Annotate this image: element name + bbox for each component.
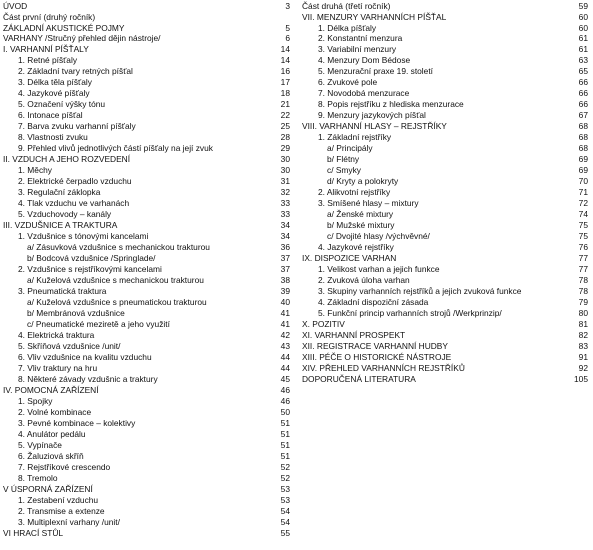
toc-entry-title: 2. Zvuková úloha varhan xyxy=(318,275,410,285)
toc-entry xyxy=(300,67,593,77)
toc-entry-title: VARHANY /Stručný přehled dějin nástroje/ xyxy=(3,33,161,44)
toc-entry-page: 55 xyxy=(280,527,290,538)
toc-entry xyxy=(0,375,295,385)
toc-entry xyxy=(0,78,295,88)
toc-entry-title: a/ Ženské mixtury xyxy=(327,209,394,220)
toc-entry-title: IX. DISPOZICE VARHAN xyxy=(302,253,397,263)
toc-entry-title: 3. Pevné kombinace – kolektivy xyxy=(18,417,136,428)
toc-entry xyxy=(300,232,593,242)
toc-entry-page: 68 xyxy=(578,121,588,132)
toc-entry-title: XI. VARHANNÍ PROSPEKT xyxy=(302,329,406,340)
toc-entry-title: 2. Elektrické čerpadlo vzduchu xyxy=(18,176,132,187)
toc-entry-title: VI HRACÍ STŮL xyxy=(3,527,64,538)
toc-entry xyxy=(0,24,295,34)
toc-entry xyxy=(0,210,295,220)
toc-entry-title: VIII. VARHANNÍ HLASY – REJSTŘÍKY xyxy=(302,121,447,132)
toc-entry-title: Část první (druhý ročník) xyxy=(3,11,96,22)
toc-entry xyxy=(0,452,295,462)
toc-entry-page: 25 xyxy=(280,121,290,132)
toc-entry-title: 6. Zvukové pole xyxy=(318,77,378,88)
toc-entry-page: 52 xyxy=(280,472,290,483)
toc-entry-title: III. VZDUŠNICE A TRAKTURA xyxy=(3,220,118,231)
toc-entry-page: 30 xyxy=(280,154,290,165)
toc-entry-title: XIII. PÉČE O HISTORICKÉ NÁSTROJE xyxy=(302,351,452,362)
toc-entry-page: 71 xyxy=(578,187,588,198)
toc-entry xyxy=(0,2,295,12)
toc-entry-title: II. VZDUCH A JEHO ROZVEDENÍ xyxy=(3,154,131,165)
toc-entry-title: 4. Jazykové rejstříky xyxy=(318,242,394,253)
toc-entry xyxy=(0,155,295,165)
toc-entry xyxy=(300,111,593,121)
toc-entry xyxy=(300,287,593,297)
toc-entry-title: 8. Popis rejstříku z hlediska menzurace xyxy=(318,99,464,110)
toc-entry-page: 52 xyxy=(280,461,290,472)
toc-entry-page: 42 xyxy=(280,329,290,340)
toc-entry-page: 70 xyxy=(578,176,588,187)
toc-entry-title: ÚVOD xyxy=(3,0,28,11)
toc-entry-title: a/ Kuželová vzdušnice s mechanickou trakturou xyxy=(27,275,204,285)
toc-entry-page: 5 xyxy=(285,22,290,33)
toc-entry-page: 82 xyxy=(578,329,588,340)
toc-entry-page: 32 xyxy=(280,187,290,198)
toc-entry-page: 91 xyxy=(578,351,588,362)
toc-entry-page: 51 xyxy=(280,439,290,450)
toc-entry-page: 67 xyxy=(578,110,588,121)
toc-entry-page: 76 xyxy=(578,242,588,253)
toc-entry-page: 53 xyxy=(280,494,290,505)
toc-entry-page: 105 xyxy=(574,373,588,384)
toc-entry-title: 4. Menzury Dom Bédose xyxy=(318,55,411,66)
toc-entry-page: 46 xyxy=(280,395,290,406)
toc-entry-page: 29 xyxy=(280,143,290,154)
toc-entry xyxy=(0,331,295,341)
toc-entry-title: 5. Vypínače xyxy=(18,439,62,450)
toc-entry-title: 1. Měchy xyxy=(18,165,52,176)
toc-entry xyxy=(0,265,295,275)
toc-entry xyxy=(0,408,295,418)
toc-entry-title: 8. Vlastnosti zvuku xyxy=(18,132,88,143)
toc-entry-title: IV. POMOCNÁ ZAŘÍZENÍ xyxy=(3,384,99,395)
toc-entry xyxy=(0,166,295,176)
toc-entry-page: 41 xyxy=(280,307,290,318)
toc-entry-page: 18 xyxy=(280,88,290,99)
toc-entry xyxy=(0,386,295,396)
toc-entry-page: 17 xyxy=(280,77,290,88)
toc-entry-title: VII. MENZURY VARHANNÍCH PÍŠŤAL xyxy=(302,11,447,22)
toc-entry-title: 3. Smíšené hlasy – mixtury xyxy=(318,198,419,209)
toc-entry-title: 2. Základní tvary retných píšťal xyxy=(18,66,133,77)
toc-entry-title: c/ Pneumatické meziretě a jeho využití xyxy=(27,318,170,329)
toc-entry-page: 44 xyxy=(280,351,290,362)
toc-entry-page: 79 xyxy=(578,297,588,307)
toc-entry-page: 37 xyxy=(280,253,290,263)
toc-entry-page: 61 xyxy=(578,44,588,55)
toc-entry-title: 1. Zestabení vzduchu xyxy=(18,494,99,505)
toc-entry xyxy=(300,177,593,187)
toc-entry-page: 34 xyxy=(280,220,290,231)
toc-entry-page: 77 xyxy=(578,264,588,274)
toc-entry-title: 2. Alikvotní rejstříky xyxy=(318,187,391,198)
toc-entry-page: 69 xyxy=(578,154,588,165)
toc-entry xyxy=(0,111,295,121)
toc-entry-page: 33 xyxy=(280,198,290,209)
toc-entry-page: 77 xyxy=(578,253,588,263)
toc-entry-title: V ÚSPORNÁ ZAŘÍZENÍ xyxy=(3,483,93,494)
toc-entry xyxy=(0,232,295,242)
toc-entry xyxy=(0,419,295,429)
toc-entry-title: 5. Označení výšky tónu xyxy=(18,99,106,110)
toc-entry-page: 81 xyxy=(578,318,588,329)
toc-entry-title: 6. Intonace píšťal xyxy=(18,110,83,121)
toc-entry-title: a/ Zásuvková vzdušnice s mechanickou trakturou xyxy=(27,242,210,253)
toc-entry-title: 4. Tlak vzduchu ve varhanách xyxy=(18,198,130,209)
toc-entry-page: 75 xyxy=(578,231,588,242)
toc-entry-title: 1. Velikost varhan a jejich funkce xyxy=(318,264,440,274)
toc-entry xyxy=(0,34,295,44)
toc-entry-page: 30 xyxy=(280,165,290,176)
toc-entry xyxy=(0,122,295,132)
toc-entry-page: 38 xyxy=(280,275,290,285)
toc-entry-title: b/ Membránová vzdušnice xyxy=(27,307,125,318)
toc-entry-title: 3. Skupiny varhanních rejstříků a jejich zvuková funkce xyxy=(318,286,522,296)
toc-entry-title: 4. Jazykové píšťaly xyxy=(18,88,90,99)
toc-entry xyxy=(0,364,295,374)
toc-entry-page: 75 xyxy=(578,220,588,231)
toc-entry-page: 33 xyxy=(280,209,290,220)
toc-entry-title: I. VARHANNÍ PÍŠŤALY xyxy=(3,44,89,55)
toc-entry-page: 54 xyxy=(280,516,290,527)
toc-entry-title: a/ Kuželová vzdušnice s pneumatickou trakturou xyxy=(27,297,207,307)
toc-entry xyxy=(300,89,593,99)
toc-entry xyxy=(0,177,295,187)
toc-entry-page: 45 xyxy=(280,373,290,384)
toc-entry xyxy=(300,298,593,308)
toc-entry xyxy=(0,243,295,253)
toc-entry-title: 3. Délka těla píšťaly xyxy=(18,77,92,88)
toc-entry xyxy=(0,474,295,484)
toc-entry-title: 2. Transmise a extenze xyxy=(18,505,105,516)
toc-entry xyxy=(300,265,593,275)
toc-entry xyxy=(0,397,295,407)
toc-entry xyxy=(300,320,593,330)
toc-entry-page: 46 xyxy=(280,384,290,395)
toc-entry xyxy=(0,518,295,528)
toc-entry-title: 6. Vliv vzdušnice na kvalitu vzduchu xyxy=(18,351,152,362)
toc-entry-title: 1. Základní rejstříky xyxy=(318,132,392,143)
toc-entry-page: 54 xyxy=(280,505,290,516)
toc-entry xyxy=(0,507,295,517)
toc-entry-page: 3 xyxy=(285,0,290,11)
toc-entry xyxy=(300,100,593,110)
toc-entry-page: 21 xyxy=(280,99,290,110)
toc-entry xyxy=(0,441,295,451)
toc-entry-page: 92 xyxy=(578,362,588,373)
toc-entry xyxy=(0,89,295,99)
toc-entry xyxy=(0,67,295,77)
toc-entry xyxy=(0,298,295,308)
toc-entry-page: 78 xyxy=(578,275,588,285)
toc-entry-page: 40 xyxy=(280,297,290,307)
toc-entry-title: DOPORUČENÁ LITERATURA xyxy=(302,373,416,384)
toc-entry-page: 61 xyxy=(578,33,588,44)
toc-entry-page: 51 xyxy=(280,428,290,439)
toc-entry xyxy=(300,144,593,154)
toc-entry xyxy=(0,199,295,209)
toc-entry-title: 4. Elektrická traktura xyxy=(18,329,95,340)
toc-entry-title: c/ Dvojité hlasy /výchvěvné/ xyxy=(327,231,430,242)
toc-entry-page: 66 xyxy=(578,99,588,110)
toc-entry xyxy=(300,2,593,12)
toc-entry-title: 7. Vliv traktury na hru xyxy=(18,362,98,373)
toc-entry-page: 74 xyxy=(578,209,588,220)
toc-entry xyxy=(300,24,593,34)
toc-entry-page: 43 xyxy=(280,340,290,351)
toc-entry-page: 69 xyxy=(578,165,588,176)
toc-entry xyxy=(0,133,295,143)
toc-entry-title: 4. Základní dispoziční zásada xyxy=(318,297,429,307)
toc-entry-page: 59 xyxy=(578,0,588,11)
toc-entry-title: b/ Flétny xyxy=(327,154,360,165)
toc-entry xyxy=(300,353,593,363)
toc-entry-title: 1. Vzdušnice s tónovými kancelami xyxy=(18,231,149,242)
toc-entry xyxy=(0,485,295,495)
toc-entry xyxy=(0,254,295,264)
toc-entry-page: 28 xyxy=(280,132,290,143)
toc-entry xyxy=(300,276,593,286)
toc-entry-title: 3. Variabilní menzury xyxy=(318,44,397,55)
toc-entry xyxy=(300,221,593,231)
toc-entry-page: 44 xyxy=(280,362,290,373)
toc-entry-title: 7. Rejstříkové crescendo xyxy=(18,461,111,472)
toc-entry xyxy=(300,375,593,385)
toc-entry-title: 3. Pneumatická traktura xyxy=(18,286,107,296)
toc-entry xyxy=(0,309,295,319)
toc-entry-title: 5. Skříňová vzdušnice /unit/ xyxy=(18,340,121,351)
toc-entry-title: 8. Tremolo xyxy=(18,472,58,483)
toc-entry-page: 53 xyxy=(280,483,290,494)
toc-entry xyxy=(0,320,295,330)
toc-entry xyxy=(300,199,593,209)
toc-entry-title: 2. Vzdušnice s rejstříkovými kancelami xyxy=(18,264,162,274)
toc-entry-page: 63 xyxy=(578,55,588,66)
toc-entry-title: 1. Spojky xyxy=(18,395,53,406)
toc-entry-title: b/ Bodcová vzdušnice /Springlade/ xyxy=(27,253,156,263)
toc-entry-title: XII. REGISTRACE VARHANNÍ HUDBY xyxy=(302,340,448,351)
toc-entry xyxy=(0,13,295,23)
toc-entry-page: 41 xyxy=(280,318,290,329)
toc-entry-title: 7. Barva zvuku varhanní píšťaly xyxy=(18,121,136,132)
toc-entry-title: 3. Multiplexní varhany /unit/ xyxy=(18,516,120,527)
toc-entry-title: 5. Vzduchovody – kanály xyxy=(18,209,112,220)
toc-entry-page: 68 xyxy=(578,143,588,154)
toc-entry xyxy=(0,144,295,154)
toc-entry-page: 60 xyxy=(578,22,588,33)
toc-entry-title: 4. Anulátor pedálu xyxy=(18,428,86,439)
toc-entry-page: 36 xyxy=(280,242,290,253)
toc-entry-title: ZÁKLADNÍ AKUSTICKÉ POJMY xyxy=(3,22,125,33)
toc-entry xyxy=(300,331,593,341)
toc-entry-page: 83 xyxy=(578,340,588,351)
toc-entry-title: 2. Volné kombinace xyxy=(18,406,92,417)
toc-entry-title: 8. Některé závady vzdušnic a traktury xyxy=(18,373,158,384)
toc-entry xyxy=(0,342,295,352)
toc-entry-title: 5. Funkční princip varhanních strojů /Werkprinzip/ xyxy=(318,307,502,318)
toc-entry-page: 22 xyxy=(280,110,290,121)
toc-entry xyxy=(300,13,593,23)
toc-entry xyxy=(0,56,295,66)
toc-entry-page: 16 xyxy=(280,66,290,77)
toc-entry-page: 80 xyxy=(578,307,588,318)
toc-entry-title: Část druhá (třetí ročník) xyxy=(302,0,391,11)
toc-entry xyxy=(300,155,593,165)
toc-entry xyxy=(0,430,295,440)
toc-entry-title: b/ Mužské mixtury xyxy=(327,220,395,231)
toc-entry-page: 37 xyxy=(280,264,290,274)
toc-entry-title: XIV. PŘEHLED VARHANNÍCH REJSTŘÍKŮ xyxy=(302,362,465,373)
toc-entry-page: 34 xyxy=(280,231,290,242)
toc-entry-page: 31 xyxy=(280,176,290,187)
toc-entry xyxy=(300,254,593,264)
toc-entry xyxy=(0,353,295,363)
toc-entry-title: 9. Přehled vlivů jednotlivých částí píšťaly na její zvuk xyxy=(18,143,213,154)
toc-entry-page: 14 xyxy=(280,55,290,66)
toc-entry xyxy=(0,100,295,110)
toc-entry-page: 51 xyxy=(280,417,290,428)
toc-entry-title: 7. Novodobá menzurace xyxy=(318,88,410,99)
toc-entry xyxy=(300,34,593,44)
toc-entry-page: 39 xyxy=(280,286,290,296)
toc-entry-page: 50 xyxy=(280,406,290,417)
toc-entry-page: 65 xyxy=(578,66,588,77)
toc-entry-page: 51 xyxy=(280,450,290,461)
toc-entry-page: 66 xyxy=(578,77,588,88)
toc-entry xyxy=(0,276,295,286)
toc-entry xyxy=(300,309,593,319)
toc-entry xyxy=(0,496,295,506)
toc-entry-title: 1. Délka píšťaly xyxy=(318,22,377,33)
toc-entry-page: 72 xyxy=(578,198,588,209)
toc-entry-page: 66 xyxy=(578,88,588,99)
toc-entry xyxy=(300,45,593,55)
toc-entry-title: 1. Retné píšťaly xyxy=(18,55,78,66)
toc-entry xyxy=(300,188,593,198)
toc-entry-page: 60 xyxy=(578,11,588,22)
toc-entry-title: 3. Regulační záklopka xyxy=(18,187,101,198)
toc-entry-title: d/ Kryty a polokryty xyxy=(327,176,399,187)
toc-entry xyxy=(300,243,593,253)
toc-entry xyxy=(0,287,295,297)
toc-entry xyxy=(0,221,295,231)
toc-entry-title: 6. Žaluziová skříň xyxy=(18,450,84,461)
toc-entry xyxy=(300,210,593,220)
toc-entry xyxy=(0,463,295,473)
toc-entry-title: a/ Principály xyxy=(327,143,373,154)
toc-entry xyxy=(0,45,295,55)
toc-entry xyxy=(300,342,593,352)
toc-entry-title: X. POZITIV xyxy=(302,318,345,329)
toc-entry-title: c/ Smyky xyxy=(327,165,361,176)
toc-entry xyxy=(300,166,593,176)
toc-entry-title: 9. Menzury jazykových píšťal xyxy=(318,110,426,121)
toc-entry-page: 68 xyxy=(578,132,588,143)
toc-entry-page: 78 xyxy=(578,286,588,296)
toc-entry xyxy=(300,364,593,374)
toc-entry xyxy=(300,122,593,132)
toc-entry xyxy=(300,56,593,66)
toc-entry-page: 14 xyxy=(280,44,290,55)
toc-entry-title: 5. Menzurační praxe 19. století xyxy=(318,66,433,77)
toc-entry-title: 2. Konstantní menzura xyxy=(318,33,403,44)
toc-entry-page: 6 xyxy=(285,33,290,44)
toc-entry xyxy=(300,78,593,88)
toc-entry xyxy=(300,133,593,143)
toc-entry xyxy=(0,529,295,539)
toc-entry xyxy=(0,188,295,198)
